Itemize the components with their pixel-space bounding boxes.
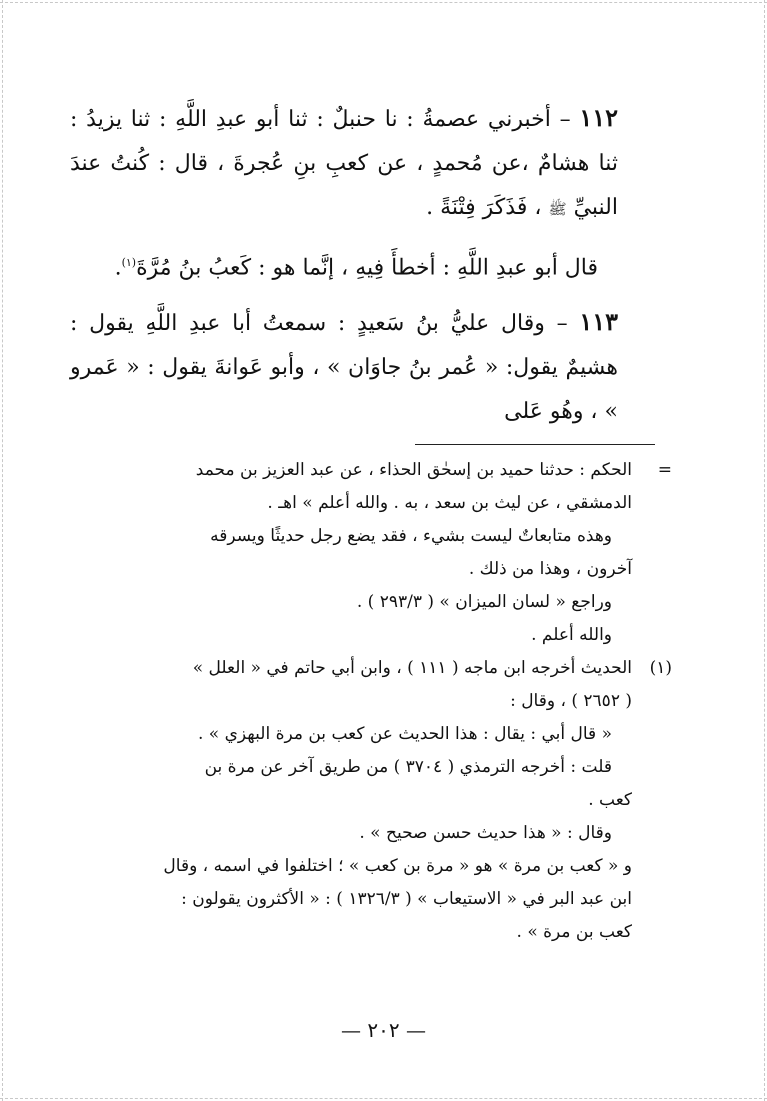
footnote-number: (١) bbox=[649, 658, 672, 678]
footnote-text: الحكم : حدثنا حميد بن إسحٰق الحذاء ، عن عبد العزيز بن محمد bbox=[195, 460, 632, 480]
footnote-line bbox=[60, 652, 672, 685]
footnote-line bbox=[60, 454, 672, 487]
page-number: — ٢٠٢ — bbox=[341, 1018, 426, 1042]
comment-line-end: . bbox=[114, 255, 122, 281]
hadith-113 bbox=[70, 300, 618, 434]
footnote-reference: (١) bbox=[121, 256, 137, 269]
comment-line: مُرَّةَ bbox=[136, 255, 172, 281]
hadith-number: ١١٢ bbox=[579, 103, 618, 132]
footnote-continuation-marker: = bbox=[657, 460, 672, 480]
footnote-line: و « كعب بن مرة » هو « مرة بن كعب » ؛ اختلفوا في اسمه ، وقال bbox=[163, 856, 632, 876]
footnote-line: والله أعلم . bbox=[531, 625, 612, 645]
footnote-line: كعب بن مرة » . bbox=[516, 922, 632, 942]
hadith-line: ثنا هشامٌ ،عن مُحمدٍ ، عن كعبِ بنِ عُجرةَ ، قال : كُنتُ عندَ النبيِّ bbox=[70, 151, 618, 220]
footnote-line: كعب . bbox=[588, 790, 632, 810]
footnotes bbox=[60, 454, 672, 949]
hadith-line: – أخبرني عصمةُ : نا حنبلٌ : ثنا أبو عبدِ اللَّهِ : ثنا يزيدُ : bbox=[70, 107, 571, 132]
footnote-line: وقال : « هذا حديث حسن صحيح » . bbox=[359, 823, 612, 843]
hadith-number: ١١٣ bbox=[579, 307, 618, 337]
page-border-left bbox=[2, 0, 3, 1101]
comment-line: قال أبو عبدِ اللَّهِ : أخطأَ فِيهِ ، إنَّما هو : كَعبُ بنُ bbox=[178, 255, 598, 281]
footnote-line: ( ٢٦٥٢ ) ، وقال : bbox=[510, 691, 632, 711]
comment-112 bbox=[70, 241, 618, 290]
footnote-line: الدمشقي ، عن ليث بن سعد ، به . والله أعلم » اهـ . bbox=[267, 493, 632, 513]
hadith-line: يقول: « عُمر بنُ جاوَان » ، وأبو عَوانةَ يقول : « عَمرو » ، وهُو عَلى bbox=[70, 355, 618, 425]
salutation-glyph: ﷺ bbox=[548, 200, 567, 218]
footnote-line: قلت : أخرجه الترمذي ( ٣٧٠٤ ) من طريق آخر عن مرة بن bbox=[204, 757, 612, 777]
page-border-top bbox=[0, 2, 767, 3]
hadith-112 bbox=[70, 96, 618, 231]
footnote-1 bbox=[60, 652, 672, 949]
footnote-line: وهذه متابعاتٌ ليست بشيء ، فقد يضع رجل حديثًا ويسرقه bbox=[210, 526, 612, 546]
footnote-line: ابن عبد البر في « الاستيعاب » ( ١٣٢٦/٣ ) : « الأكثرون يقولون : bbox=[181, 889, 632, 909]
hadith-line: – وقال عليُّ بنُ سَعيدٍ : سمعتُ أبا عبدِ اللَّهِ يقول : هشيمٌ bbox=[70, 311, 618, 381]
hadith-line: ، فَذَكَرَ فِتْنَةً . bbox=[426, 195, 542, 220]
page-border-bottom bbox=[0, 1098, 767, 1099]
footnote-continuation bbox=[60, 454, 672, 652]
page-border-right bbox=[764, 0, 765, 1101]
footnote-line: آخرون ، وهذا من ذلك . bbox=[468, 559, 632, 579]
footnote-text: الحديث أخرجه ابن ماجه ( ١١١ ) ، وابن أبي حاتم في « العلل » bbox=[192, 658, 632, 678]
footnote-line: وراجع « لسان الميزان » ( ٢٩٣/٣ ) . bbox=[356, 592, 612, 612]
footnote-separator bbox=[415, 444, 655, 445]
main-text bbox=[70, 96, 618, 444]
footnote-line: « قال أبي : يقال : هذا الحديث عن كعب بن مرة البهزي » . bbox=[198, 724, 612, 744]
